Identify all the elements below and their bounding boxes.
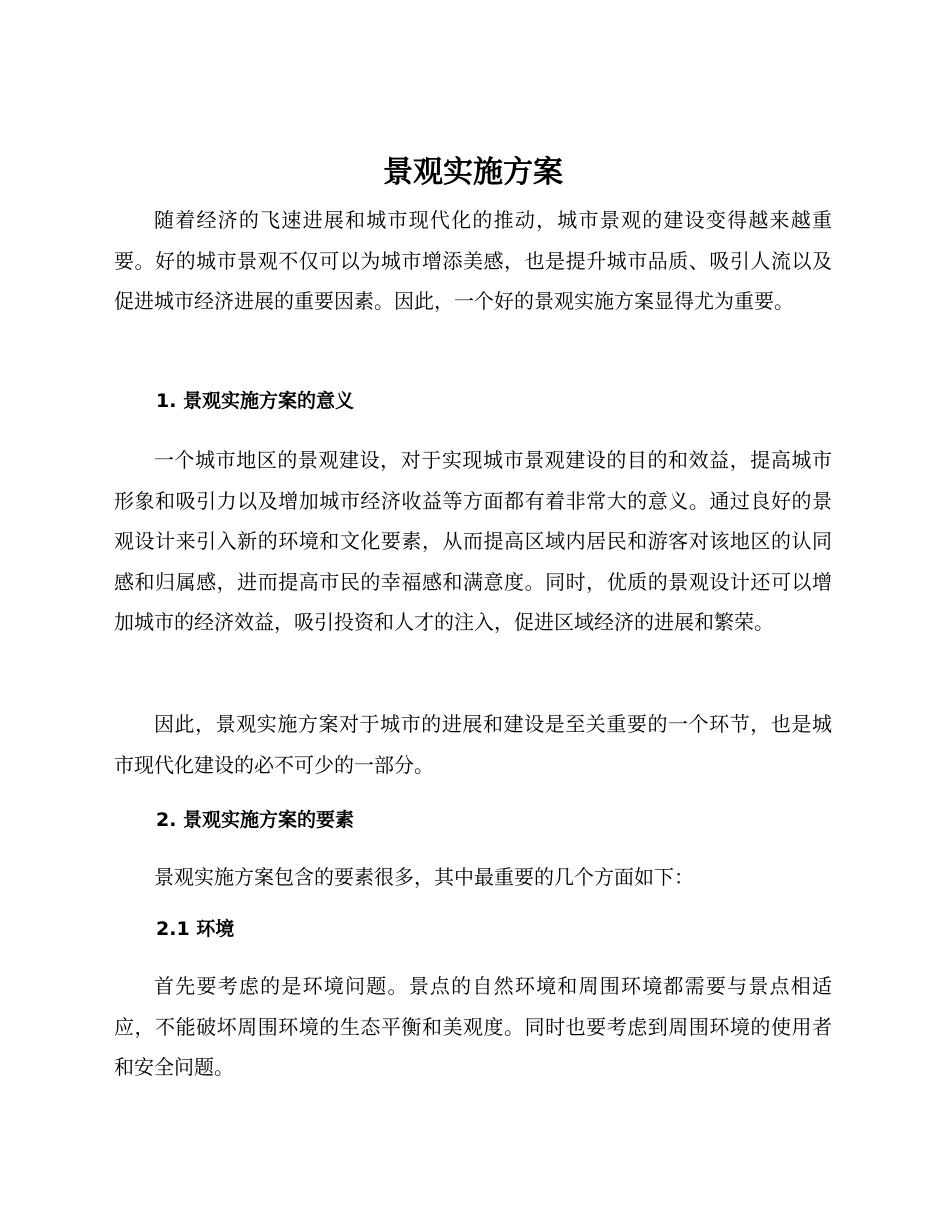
significance-paragraph-1: 一个城市地区的景观建设，对于实现城市景观建设的目的和效益，提高城市形象和吸引力以及增加城市经济收益等方面都有着非常大的意义。通过良好的景观设计来引入新的环境和文化要素，从而提高区域内居民和游客对该地区的认同感和归属感，进而提高市民的幸福感和满意度。同时，优质的景观设计还可以增加城市的经济效益，吸引投资和人才的注入，促进区域经济的进展和繁荣。 bbox=[114, 448, 832, 634]
significance-paragraph-2: 因此，景观实施方案对于城市的进展和建设是至关重要的一个环节，也是城市现代化建设的必不可少的一部分。 bbox=[114, 712, 832, 777]
subsection-heading-environment: 2.1 环境 bbox=[156, 918, 235, 940]
environment-paragraph: 首先要考虑的是环境问题。景点的自然环境和周围环境都需要与景点相适应，不能破坏周围环境的生态平衡和美观度。同时也要考虑到周围环境的使用者和安全问题。 bbox=[114, 974, 832, 1079]
intro-paragraph: 随着经济的飞速进展和城市现代化的推动，城市景观的建设变得越来越重要。好的城市景观不仅可以为城市增添美感，也是提升城市品质、吸引人流以及促进城市经济进展的重要因素。因此，一个好的景观实施方案显得尤为重要。 bbox=[114, 208, 832, 313]
elements-paragraph: 景观实施方案包含的要素很多，其中最重要的几个方面如下： bbox=[154, 865, 694, 889]
section-heading-elements: 2. 景观实施方案的要素 bbox=[156, 809, 355, 831]
page-title: 景观实施方案 bbox=[383, 155, 563, 190]
section-heading-significance: 1. 景观实施方案的意义 bbox=[156, 390, 355, 412]
